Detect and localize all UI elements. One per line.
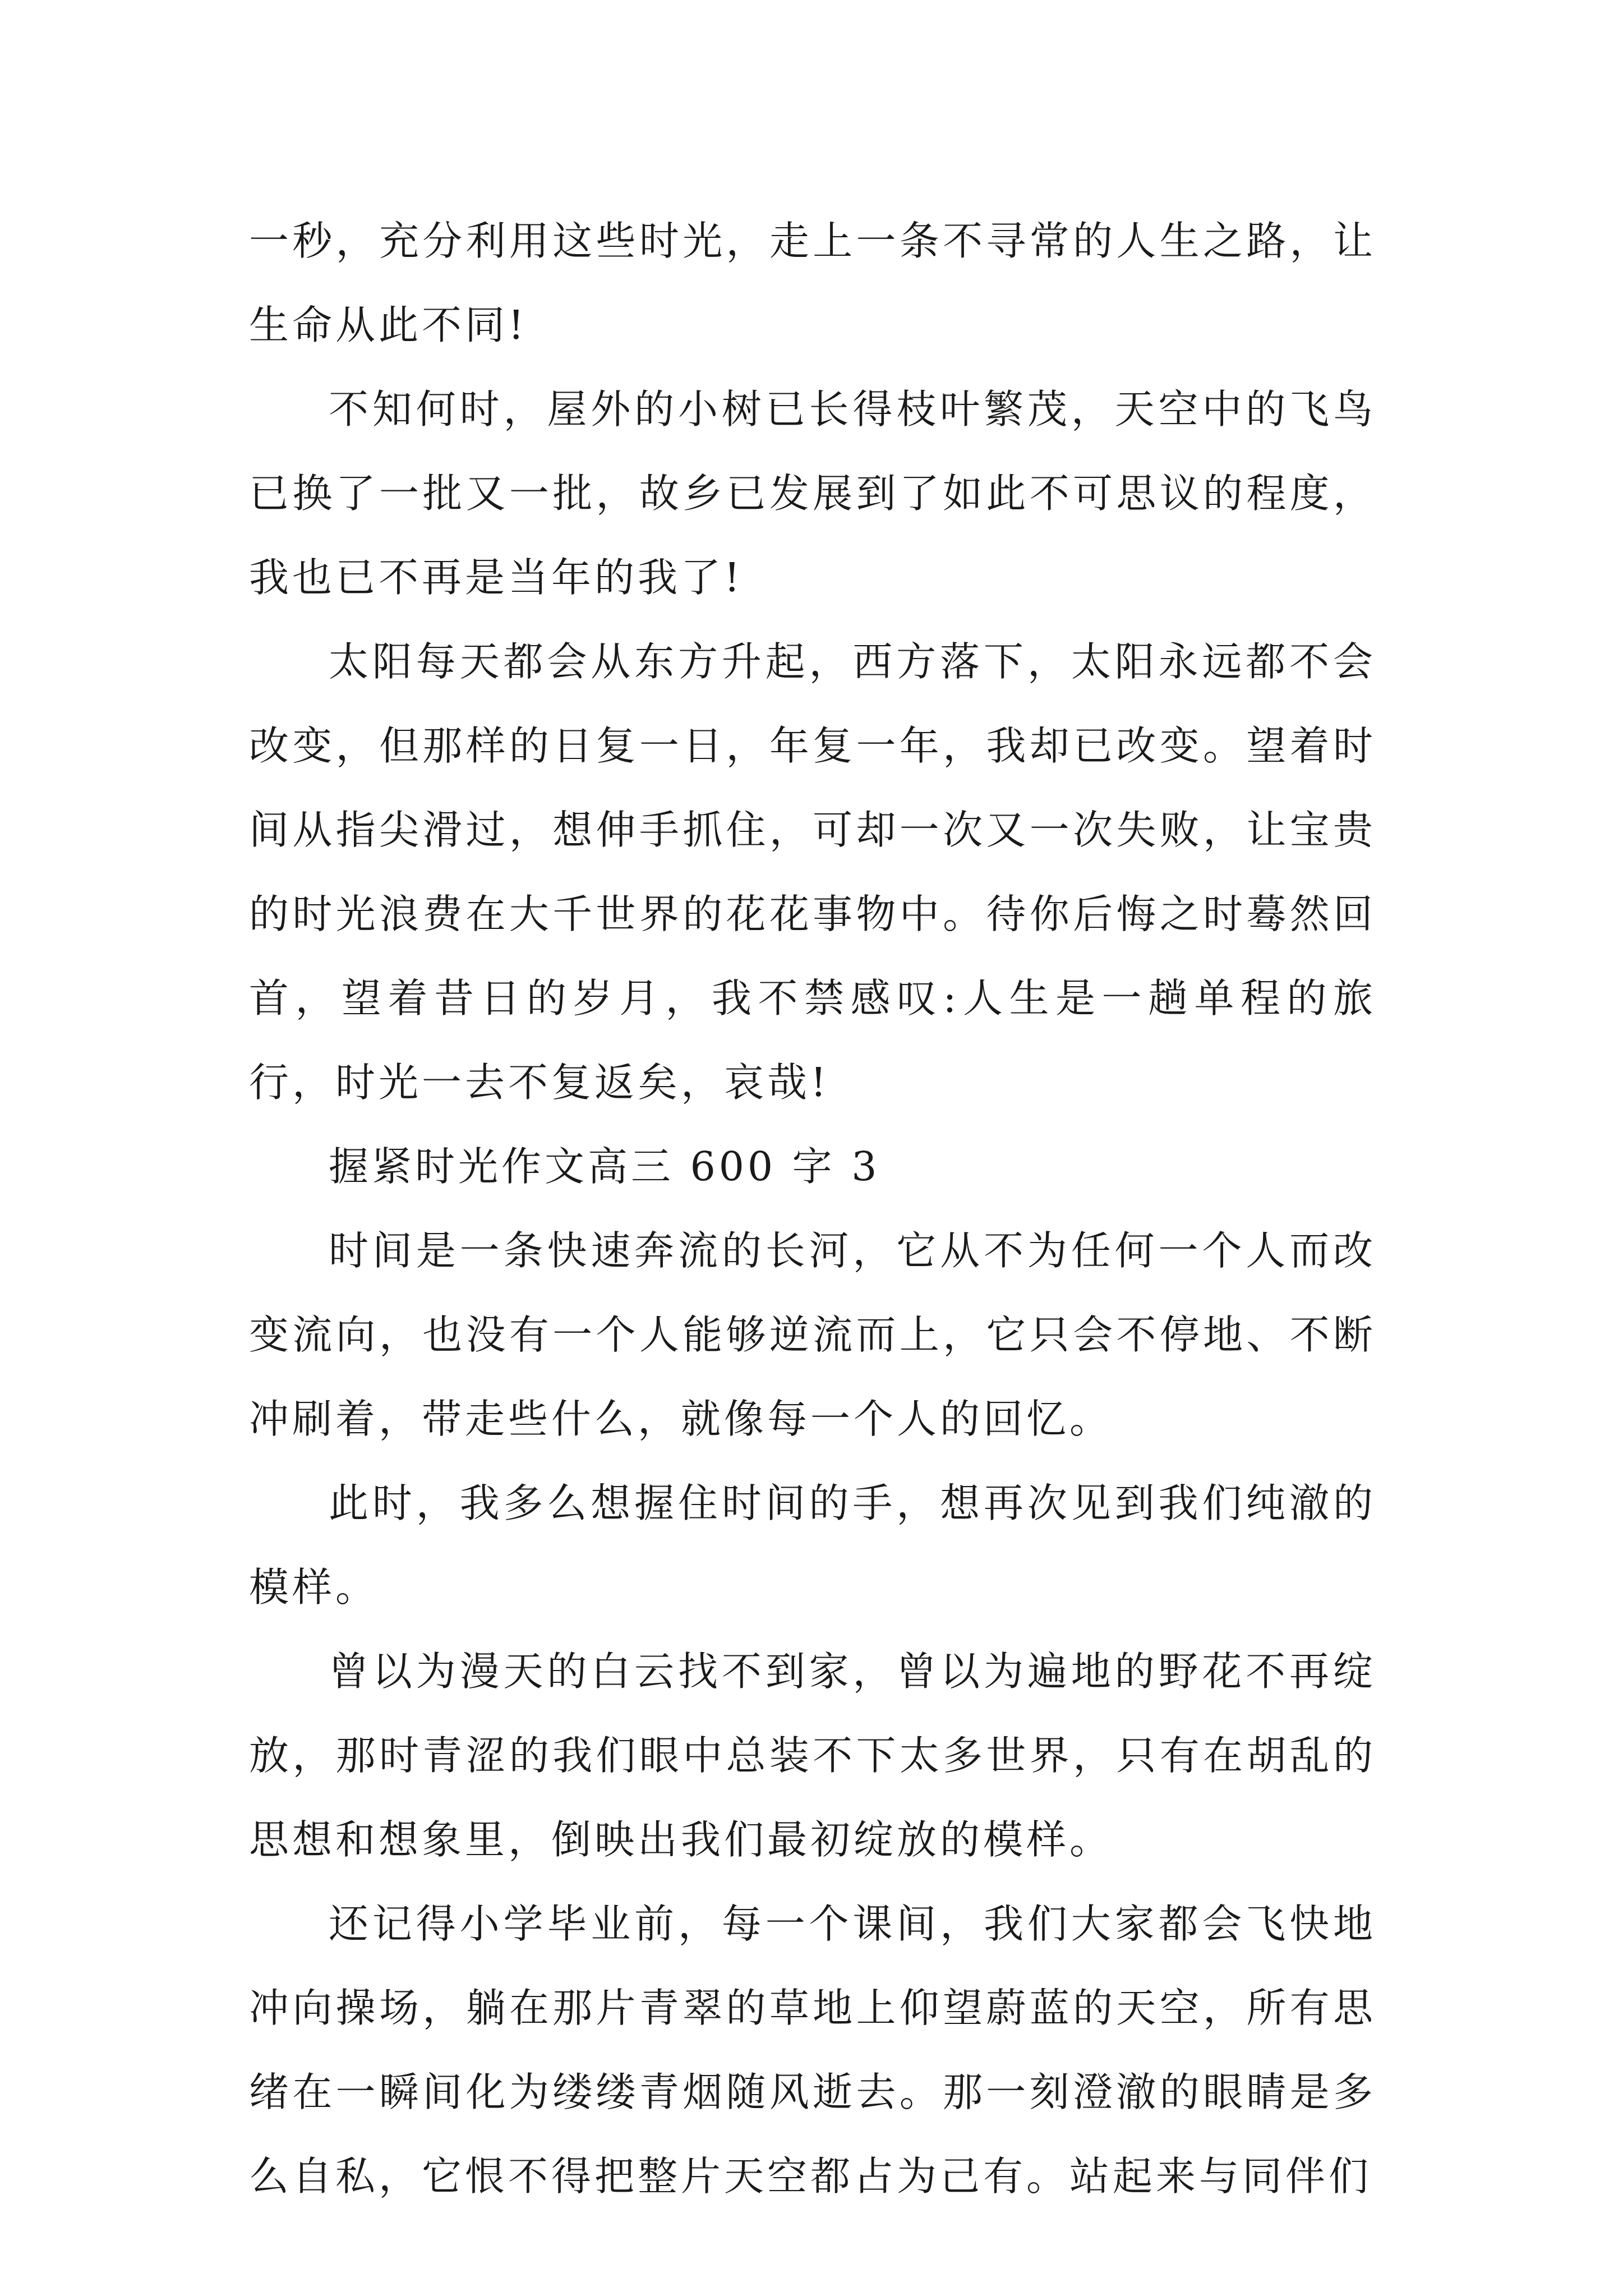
paragraph: 不知何时，屋外的小树已长得枝叶繁茂，天空中的飞鸟已换了一批又一批，故乡已发展到了如此不可思议的程度，我也已不再是当年的我了! xyxy=(249,386,1376,601)
essay-body xyxy=(249,199,1376,2219)
paragraph: 太阳每天都会从东方升起，西方落下，太阳永远都不会改变，但那样的日复一日，年复一年，我却已改变。望着时间从指尖滑过，想伸手抓住，可却一次又一次失败，让宝贵的时光浪费在大千世界的花花事物中。待你后悔之时蓦然回首，望着昔日的岁月，我不禁感叹:人生是一趟单程的旅行，时光一去不复返矣，哀哉! xyxy=(249,638,1376,1106)
paragraph: 时间是一条快速奔流的长河，它从不为任何一个人而改变流向，也没有一个人能够逆流而上，它只会不停地、不断冲刷着，带走些什么，就像每一个人的回忆。 xyxy=(249,1227,1376,1442)
paragraph: 还记得小学毕业前，每一个课间，我们大家都会飞快地冲向操场，躺在那片青翠的草地上仰望蔚蓝的天空，所有思绪在一瞬间化为缕缕青烟随风逝去。那一刻澄澈的眼睛是多么自私，它恨不得把整片天空都占为己有。站起来与同伴们 xyxy=(249,1901,1376,2200)
paragraph: 曾以为漫天的白云找不到家，曾以为遍地的野花不再绽放，那时青涩的我们眼中总装不下太多世界，只有在胡乱的思想和想象里，倒映出我们最初绽放的模样。 xyxy=(249,1648,1376,1863)
section-heading: 握紧时光作文高三 600 字 3 xyxy=(329,1143,880,1190)
paragraph: 此时，我多么想握住时间的手，想再次见到我们纯澈的模样。 xyxy=(249,1480,1376,1611)
paragraph-continued: 一秒，充分利用这些时光，走上一条不寻常的人生之路，让生命从此不同! xyxy=(249,218,1376,348)
